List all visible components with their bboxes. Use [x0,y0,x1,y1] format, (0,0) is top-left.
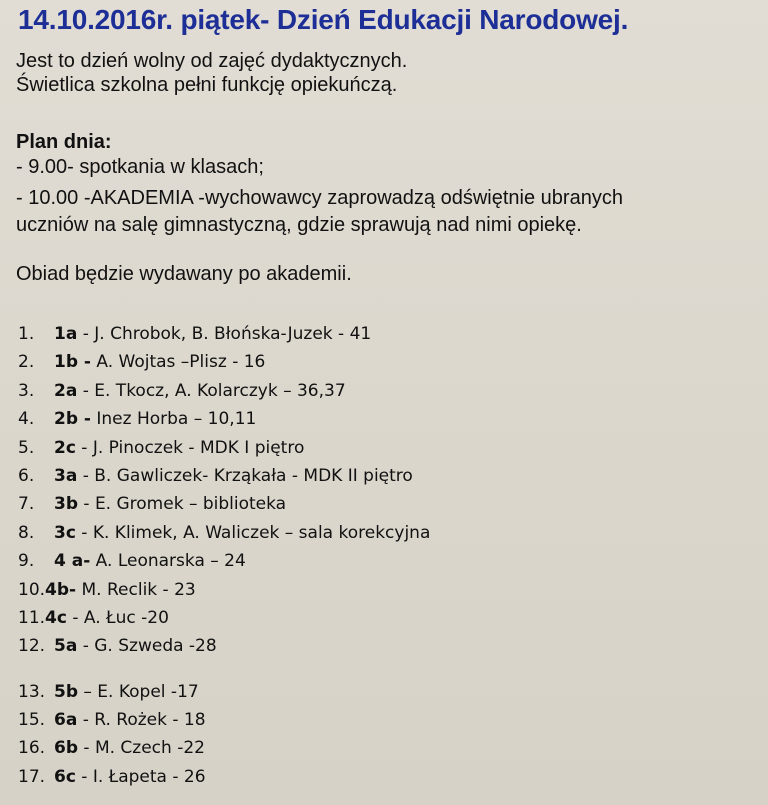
item-number: 7. [18,494,35,515]
class-details: - J. Pinoczek - MDK I piętro [75,437,305,458]
item-number: 5. [18,437,35,458]
class-details: - E. Tkocz, A. Kolarczyk – 36,37 [77,380,346,401]
class-name: 4 a- [54,551,91,572]
class-name: 3a [54,465,78,486]
list-item [18,706,430,734]
class-details: - I. Łapeta - 26 [75,766,206,787]
class-name: 3c [54,522,76,543]
class-name: 5a [54,636,78,657]
item-number: 4. [18,409,35,430]
list-item [18,547,430,575]
intro-line-1: Jest to dzień wolny od zajęć dydaktycznych. [16,50,408,72]
class-details: – E. Kopel -17 [78,681,199,702]
lunch-note: Obiad będzie wydawany po akademii. [16,263,352,285]
item-number: 8. [18,522,35,543]
class-name: 6b [54,738,78,759]
class-name: 6a [54,710,78,731]
class-details: - K. Klimek, A. Waliczek – sala korekcyjna [75,522,431,543]
item-number: 17. [18,766,46,787]
item-number: 3. [18,380,35,401]
list-item [18,348,430,376]
item-number: 15. [18,710,46,731]
list-item [18,490,430,518]
list-item [18,678,430,706]
class-details: A. Wojtas –Plisz - 16 [90,352,266,373]
list-item [18,604,430,632]
class-name: 1b - [54,352,91,373]
class-details: Inez Horba – 10,11 [90,409,257,430]
class-details: - J. Chrobok, B. Błońska-Juzek - 41 [77,324,372,344]
plan-item-1: - 9.00- spotkania w klasach; [16,156,264,178]
class-details: M. Reclik - 23 [76,579,196,600]
class-list [18,320,430,791]
list-item [18,434,430,462]
class-name: 2c [54,437,76,458]
list-item [18,377,430,405]
list-item [18,405,430,433]
class-name: 5b [54,681,78,702]
plan-heading: Plan dnia: [16,131,112,153]
list-item [18,320,430,348]
item-number: 10. [18,579,46,600]
class-name: 4c [45,607,67,628]
class-details: A. Leonarska – 24 [90,551,246,572]
class-details: - M. Czech -22 [78,738,205,759]
class-details: - E. Gromek – biblioteka [78,494,287,515]
item-number: 12. [18,636,46,657]
list-item [18,734,430,762]
list-item [18,519,430,547]
list-item [18,763,430,791]
list-item [18,632,430,660]
class-name: 2b - [54,409,91,430]
item-number: 1. [18,324,35,344]
intro-line-2: Świetlica szkolna pełni funkcję opiekuńczą. [16,74,398,96]
class-name: 4b- [45,579,77,600]
list-item [18,576,430,604]
item-number: 16. [18,738,46,759]
class-details: - A. Łuc -20 [66,607,169,628]
item-number: 13. [18,681,46,702]
class-name: 3b [54,494,78,515]
item-number: 6. [18,465,35,486]
class-details: - G. Szweda -28 [77,636,217,657]
class-name: 2a [54,380,78,401]
class-details: - B. Gawliczek- Krząkała - MDK II piętro [77,465,413,486]
class-name: 6c [54,766,76,787]
class-details: - R. Rożek - 18 [77,710,206,731]
plan-item-2-line-1: - 10.00 -AKADEMIA -wychowawcy zaprowadzą odświętnie ubranych [16,187,623,209]
page-title: 14.10.2016r. piątek- Dzień Edukacji Narodowej. [18,4,629,35]
item-number: 9. [18,551,35,572]
item-number: 11. [18,607,46,628]
class-name: 1a [54,324,78,344]
list-item [18,462,430,490]
item-number: 2. [18,352,35,373]
plan-item-2-line-2: uczniów na salę gimnastyczną, gdzie sprawują nad nimi opiekę. [16,214,582,236]
